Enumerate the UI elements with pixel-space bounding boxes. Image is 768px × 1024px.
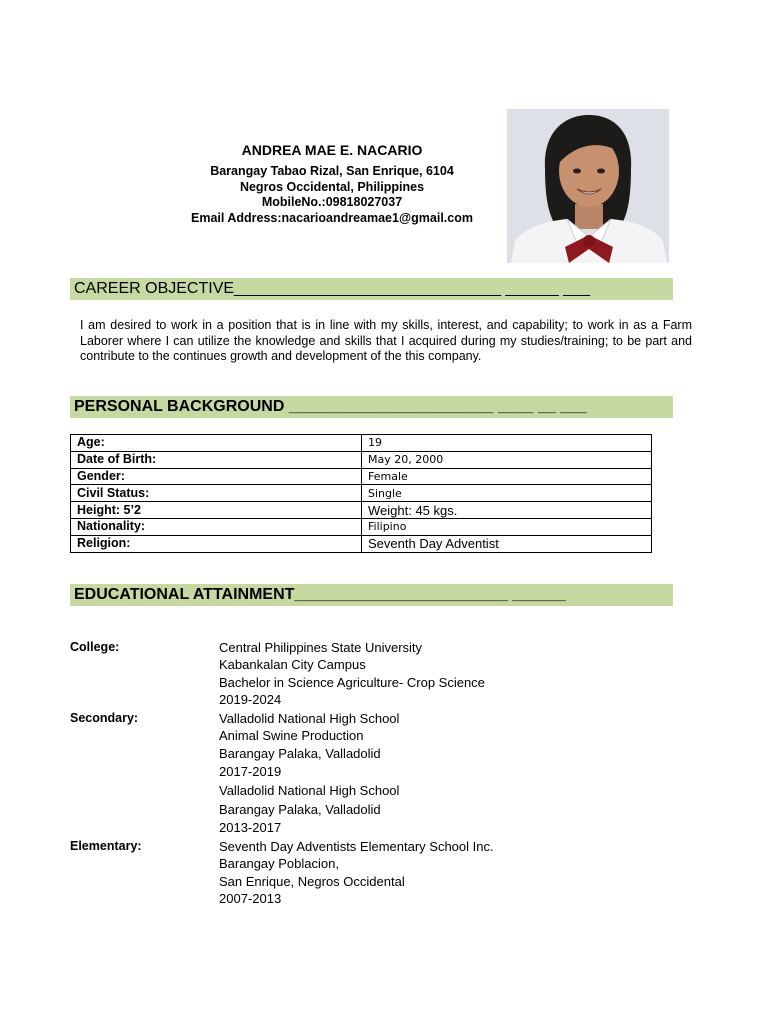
section-personal-background bbox=[70, 396, 673, 418]
field-value: Single bbox=[362, 485, 652, 502]
table-row bbox=[71, 468, 652, 485]
objective-text: I am desired to work in a position that is in line with my skills, interest, and capability; to work in as a Farm Laborer where I can utilize the knowledge and skills that I acquired during my studies/training; to be part and contribute to the continues growth and development of the this company. bbox=[80, 318, 692, 364]
field-label: Religion: bbox=[71, 535, 362, 552]
field-value: 19 bbox=[362, 435, 652, 452]
table-row bbox=[71, 435, 652, 452]
table-row bbox=[71, 518, 652, 535]
field-label: Civil Status: bbox=[71, 485, 362, 502]
elementary-label: Elementary: bbox=[70, 839, 142, 853]
table-row bbox=[71, 485, 652, 502]
secondary-line: Valladolid National High School bbox=[219, 783, 400, 798]
field-label: Gender: bbox=[71, 468, 362, 485]
elementary-line: 2007-2013 bbox=[219, 891, 282, 906]
college-line: Bachelor in Science Agriculture- Crop Science bbox=[219, 675, 485, 690]
secondary-line: Valladolid National High School bbox=[219, 711, 400, 726]
address-line-1: Barangay Tabao Rizal, San Enrique, 6104 bbox=[210, 164, 454, 178]
field-value: Seventh Day Adventist bbox=[362, 535, 652, 552]
secondary-line: Barangay Palaka, Valladolid bbox=[219, 746, 381, 761]
field-label: Date of Birth: bbox=[71, 451, 362, 468]
table-row bbox=[71, 451, 652, 468]
field-label: Age: bbox=[71, 435, 362, 452]
secondary-line: Animal Swine Production bbox=[219, 728, 364, 743]
secondary-line: 2017-2019 bbox=[219, 764, 282, 779]
table-row bbox=[71, 535, 652, 552]
personal-background-table bbox=[70, 434, 652, 553]
college-line: 2019-2024 bbox=[219, 692, 282, 707]
section-title-educational-attainment: EDUCATIONAL ATTAINMENT________________________ ______ bbox=[74, 586, 566, 603]
email-address: Email Address:nacarioandreamae1@gmail.com bbox=[191, 210, 473, 225]
address-line-2: Negros Occidental, Philippines bbox=[239, 179, 425, 194]
secondary-label: Secondary: bbox=[70, 711, 139, 725]
elementary-line: Barangay Poblacion, bbox=[219, 856, 339, 871]
section-title-personal-background: PERSONAL BACKGROUND _______________________ ____ __ ___ bbox=[74, 398, 587, 415]
resume-header bbox=[150, 142, 514, 226]
elementary-line: San Enrique, Negros Occidental bbox=[219, 874, 405, 889]
mobile-number: MobileNo.:09818027037 bbox=[261, 195, 403, 209]
applicant-name: ANDREA MAE E. NACARIO bbox=[241, 142, 423, 158]
field-label: Height: 5’2 bbox=[71, 502, 362, 519]
college-label: College: bbox=[70, 640, 120, 654]
section-title-career-objective: CAREER OBJECTIVE______________________________ ______ ___ bbox=[74, 280, 590, 297]
college-line: Central Philippines State University bbox=[219, 640, 423, 655]
table-row bbox=[71, 502, 652, 519]
section-career-objective bbox=[70, 278, 673, 300]
field-value: Weight: 45 kgs. bbox=[362, 502, 652, 519]
field-label: Nationality: bbox=[71, 518, 362, 535]
portrait-illustration bbox=[507, 109, 669, 263]
elementary-line: Seventh Day Adventists Elementary School Inc. bbox=[219, 839, 494, 854]
college-line: Kabankalan City Campus bbox=[219, 657, 366, 672]
field-value: Filipino bbox=[362, 518, 652, 535]
applicant-photo bbox=[507, 109, 669, 263]
section-educational-attainment bbox=[70, 584, 673, 606]
secondary-line: 2013-2017 bbox=[219, 820, 282, 835]
field-value: May 20, 2000 bbox=[362, 451, 652, 468]
field-value: Female bbox=[362, 468, 652, 485]
secondary-line: Barangay Palaka, Valladolid bbox=[219, 802, 381, 817]
